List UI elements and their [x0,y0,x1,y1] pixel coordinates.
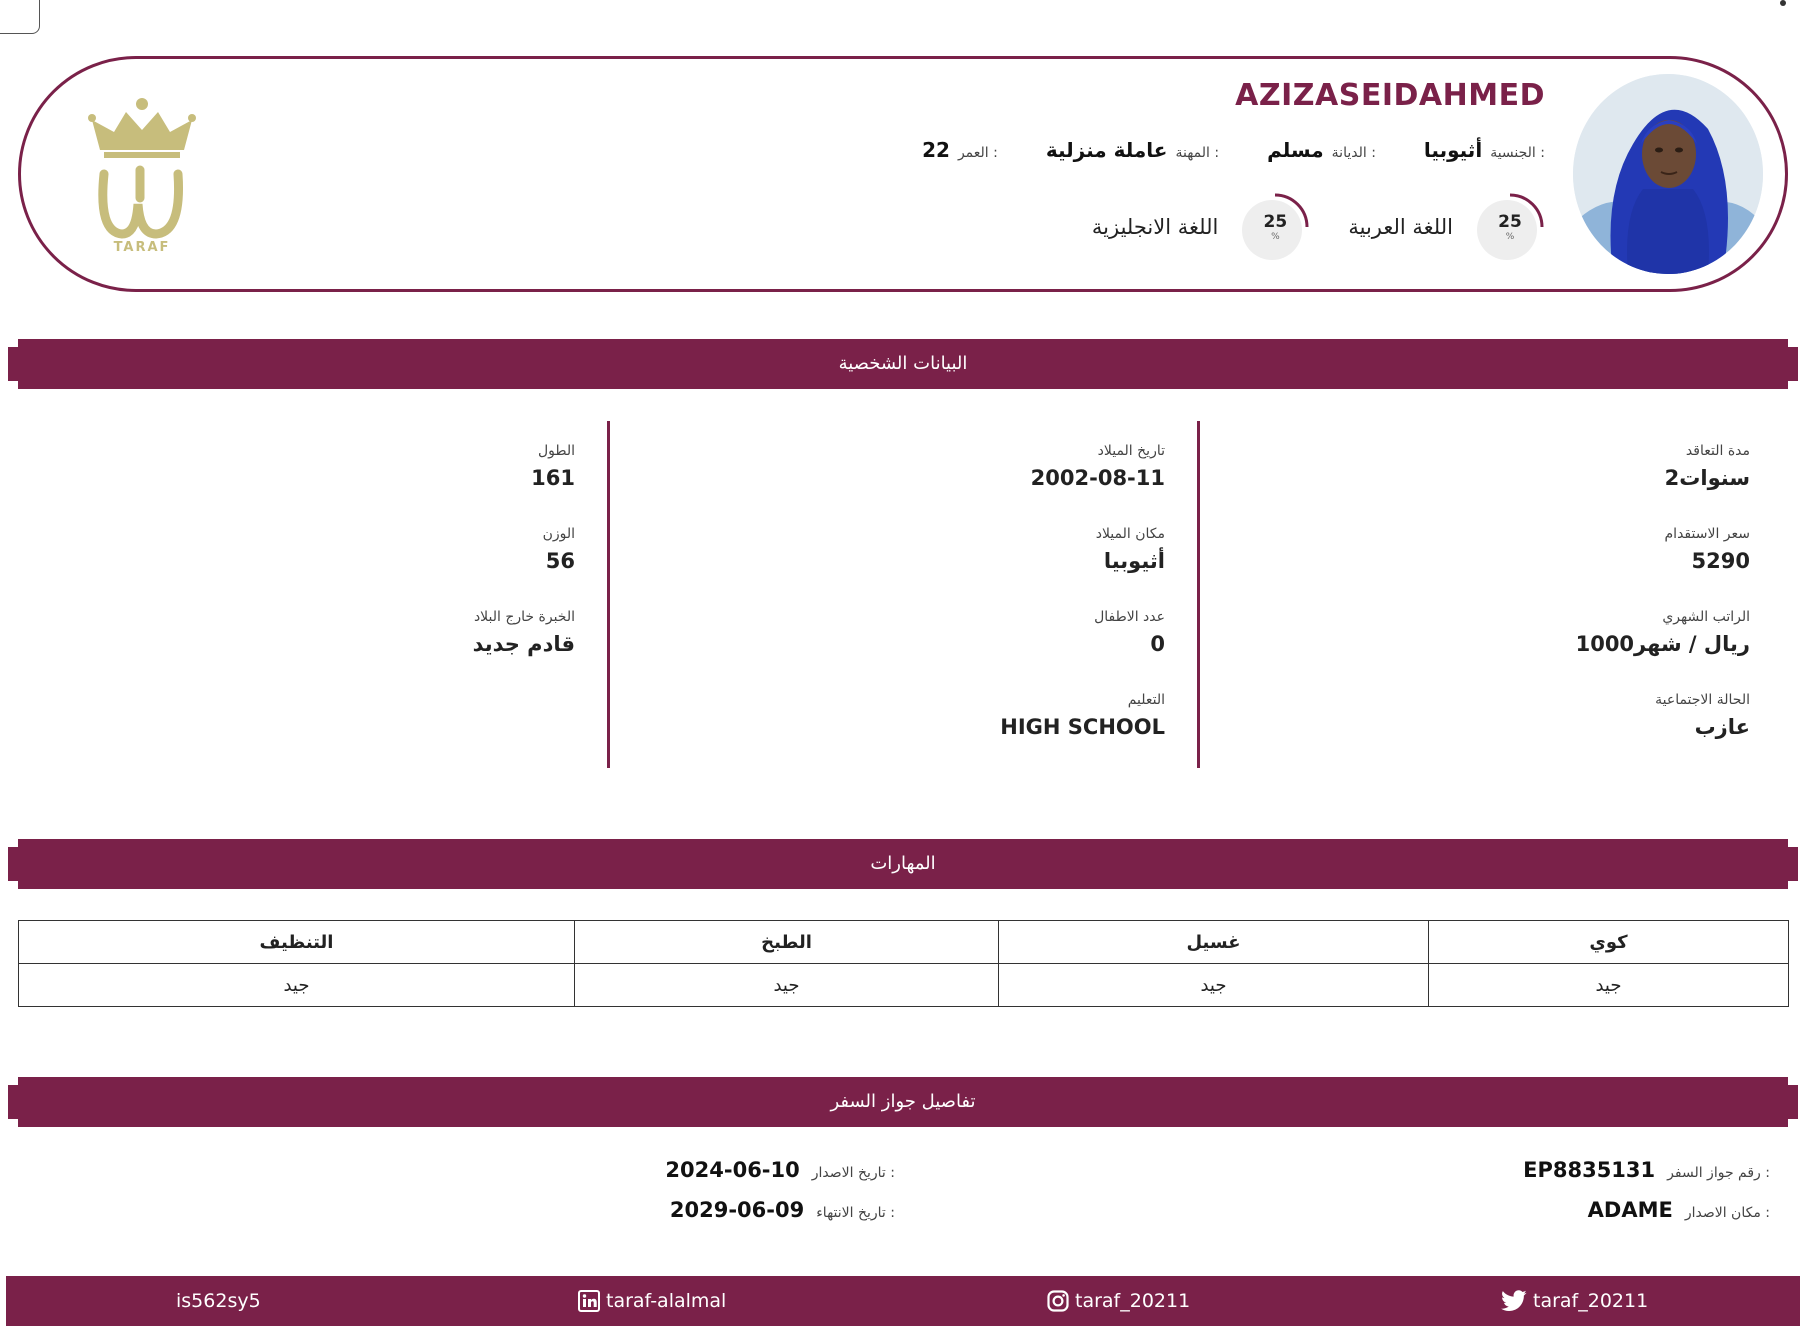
nationality-label: الجنسية : [1490,145,1545,161]
religion-info [1267,138,1376,162]
profile-photo [1573,74,1763,274]
field-value: 161 [531,466,575,490]
skills-table [18,920,1789,1007]
language-gauge [1240,192,1310,262]
twitter-icon [1501,1290,1527,1312]
field-children-count [610,586,1165,669]
field-label: تاريخ الميلاد [1097,443,1165,459]
footer-instagram[interactable] [1047,1276,1190,1326]
age-label: العمر : [957,145,998,161]
language-percent-unit: % [1505,232,1515,242]
field-value: HIGH SCHOOL [1000,715,1165,739]
field-label: الخبرة خارج البلاد [473,609,575,625]
language-percent-unit: % [1271,232,1280,242]
field-value: 2002-08-11 [1030,466,1165,490]
age-value: 22 [922,138,950,162]
field-experience-abroad [30,586,575,669]
personal-column-2 [610,420,1165,770]
language-name: اللغة الانجليزية [1091,215,1219,239]
field-label: الوزن [542,526,575,542]
field-value: 5290 [1691,549,1750,573]
field-recruitment-price [1200,503,1750,586]
skills-header-row [19,921,1789,964]
profession-value: عاملة منزلية [1045,138,1168,162]
passport-number-value: EP8835131 [1523,1158,1656,1182]
worker-name: AZIZASEIDAHMED [1235,78,1545,113]
field-label: مدة التعاقد [1685,443,1750,459]
field-label: الطول [537,443,575,459]
religion-label: الديانة : [1331,145,1376,161]
personal-section-header: البيانات الشخصية [18,339,1788,389]
footer-bar [6,1276,1800,1326]
field-education [610,669,1165,752]
skill-level: جيد [1429,964,1789,1007]
passport-expiry-date-line [670,1198,895,1228]
passport-issue-date-line [665,1158,895,1188]
passport-section-header: تفاصيل جواز السفر [18,1077,1788,1127]
field-label: عدد الاطفال [1094,609,1165,625]
passport-number-line [1523,1158,1770,1188]
field-value: 2سنوات [1664,466,1750,490]
skill-header: التنظيف [19,921,575,964]
passport-expiry-date-label: تاريخ الانتهاء : [816,1205,895,1221]
field-label: الراتب الشهري [1662,609,1750,625]
linkedin-handle: taraf-alalmal [606,1290,727,1312]
field-height [30,420,575,503]
language-levels [1092,192,1545,262]
footer-twitter[interactable] [1501,1276,1648,1326]
religion-value: مسلم [1267,138,1324,162]
field-value: 1000ريال / شهر [1575,632,1750,656]
corner-frame [0,0,40,34]
passport-issue-date-label: تاريخ الاصدار : [811,1165,895,1181]
skill-header: الطبخ [575,921,999,964]
field-value: 0 [1150,632,1165,656]
language-english [1092,192,1310,262]
language-arabic [1348,192,1545,262]
language-name: اللغة العربية [1348,215,1453,239]
field-value: 56 [545,549,575,573]
field-birth-place [610,503,1165,586]
field-marital-status [1200,669,1750,752]
skill-level: جيد [999,964,1429,1007]
passport-expiry-date-value: 2029-06-09 [669,1198,805,1222]
field-label: التعليم [1127,692,1165,708]
nationality-value: أثيوبيا [1423,138,1483,162]
field-label: الحالة الاجتماعية [1655,692,1750,708]
field-label: مكان الميلاد [1095,526,1165,542]
field-label: سعر الاستقدام [1664,526,1750,542]
skills-section-header: المهارات [18,839,1788,889]
profession-label: المهنة : [1175,145,1220,161]
corner-dot [1780,0,1786,6]
personal-column-1 [1200,420,1750,770]
field-value: أثيوبيا [1103,549,1165,573]
field-birth-date [610,420,1165,503]
passport-issue-place-line [1588,1198,1770,1228]
reference-code: is562sy5 [176,1290,261,1312]
field-monthly-salary [1200,586,1750,669]
field-value: عازب [1694,715,1750,739]
field-weight [30,503,575,586]
language-percent-value: 25 [1263,212,1288,232]
passport-issue-place-value: ADAME [1587,1198,1673,1222]
field-value: قادم جديد [472,632,575,656]
instagram-handle: taraf_20211 [1075,1290,1191,1312]
twitter-handle: taraf_20211 [1533,1290,1649,1312]
language-gauge [1475,192,1545,262]
skill-header: غسيل [999,921,1429,964]
personal-column-3 [30,420,575,770]
skill-level: جيد [19,964,575,1007]
instagram-icon [1047,1290,1069,1312]
passport-issue-date-value: 2024-06-10 [665,1158,800,1182]
language-percent-value: 25 [1498,212,1522,232]
footer-linkedin[interactable] [578,1276,726,1326]
age-info [922,138,998,162]
nationality-info [1424,138,1545,162]
profession-info [1046,138,1219,162]
basic-info-row [922,138,1545,168]
skill-header: كوي [1429,921,1789,964]
logo-text: TARAF [113,240,171,255]
skill-level: جيد [575,964,999,1007]
footer-code [176,1276,261,1326]
field-contract-duration [1200,420,1750,503]
passport-issue-place-label: مكان الاصدار : [1684,1205,1770,1221]
crown-logo-icon [84,94,200,258]
linkedin-icon [578,1290,600,1312]
passport-number-label: رقم جواز السفر : [1667,1165,1770,1181]
skills-level-row [19,964,1789,1007]
